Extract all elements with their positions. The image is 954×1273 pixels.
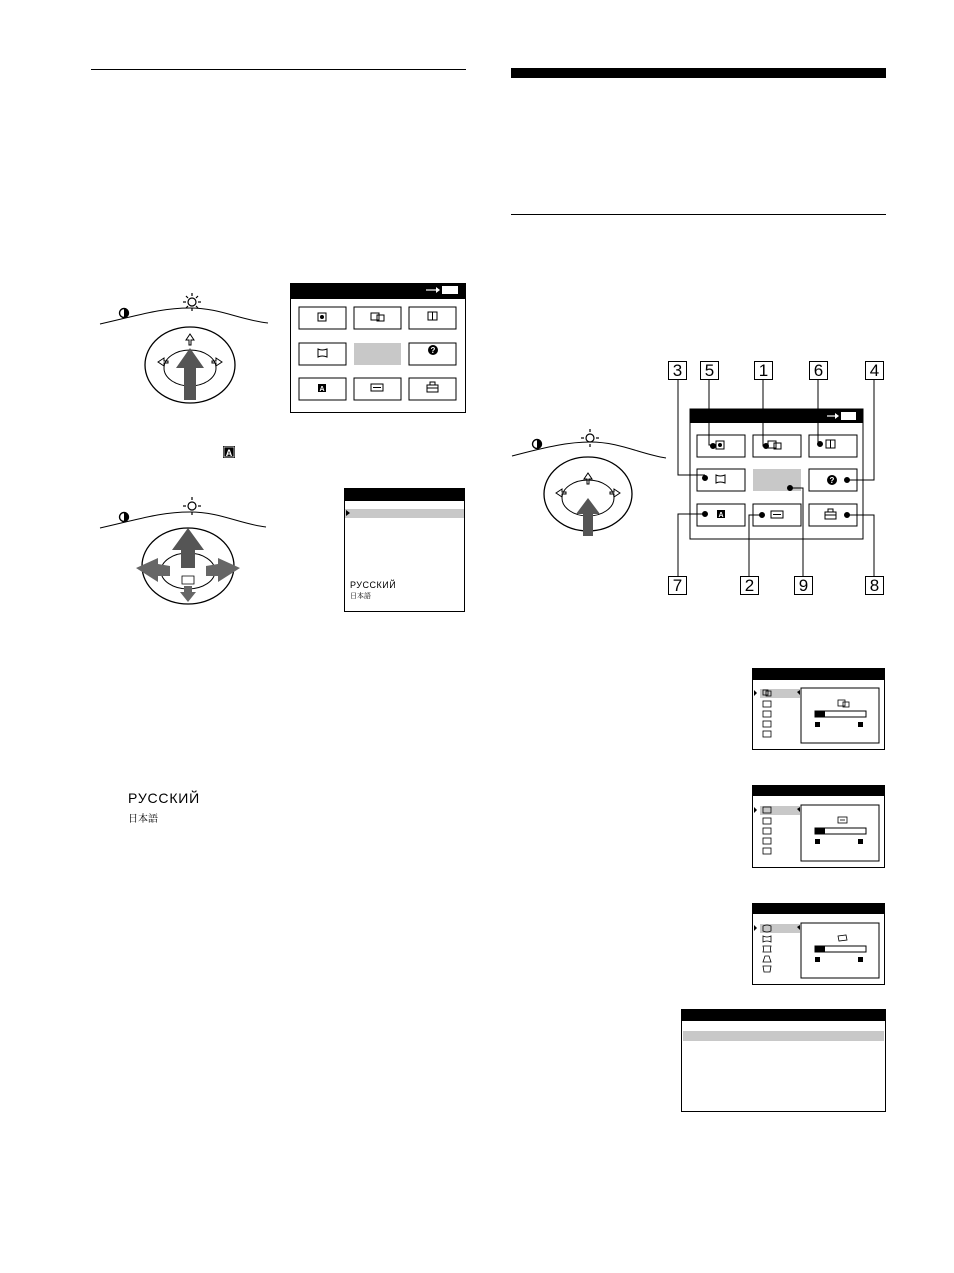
list-submenu — [681, 1009, 886, 1112]
right-header-bar — [511, 68, 886, 78]
svg-text:A: A — [225, 448, 233, 458]
left-header-rule — [91, 69, 466, 70]
help-icon — [428, 345, 438, 355]
callout-4: 4 — [865, 361, 884, 380]
selection-cursor-icon — [346, 510, 351, 516]
language-list-russian: РУССКИЙ — [128, 790, 201, 806]
svg-text:A: A — [718, 512, 724, 519]
size-center-submenu — [752, 668, 885, 750]
geometry-submenu — [752, 903, 885, 985]
callout-3: 3 — [668, 361, 687, 380]
inline-language-icon — [223, 446, 235, 458]
language-menu — [344, 488, 465, 612]
callout-5: 5 — [700, 361, 719, 380]
language-icon — [318, 384, 326, 393]
svg-text:?: ? — [829, 476, 835, 485]
callout-9: 9 — [794, 576, 813, 595]
language-option-japanese[interactable]: 日本語 — [350, 592, 371, 600]
language-list-japanese: 日本語 — [128, 814, 158, 825]
svg-text:?: ? — [430, 346, 436, 355]
contrast-icon — [120, 513, 129, 522]
contrast-icon — [120, 309, 129, 318]
callout-2: 2 — [740, 576, 759, 595]
control-stick-move-illustration — [100, 496, 280, 606]
right-section-rule — [511, 214, 886, 215]
control-stick-press-illustration — [100, 290, 280, 405]
callout-1: 1 — [754, 361, 773, 380]
callout-8: 8 — [865, 576, 884, 595]
callout-7: 7 — [668, 576, 687, 595]
screen-submenu — [752, 785, 885, 868]
svg-text:A: A — [319, 386, 325, 393]
callout-6: 6 — [809, 361, 828, 380]
control-stick-press-illustration-2 — [512, 429, 666, 536]
exit-arrow-icon — [426, 286, 458, 294]
language-option-russian[interactable]: РУССКИЙ — [350, 580, 397, 590]
main-menu-small-contents — [290, 283, 466, 413]
main-menu-large-diagram — [500, 380, 900, 580]
